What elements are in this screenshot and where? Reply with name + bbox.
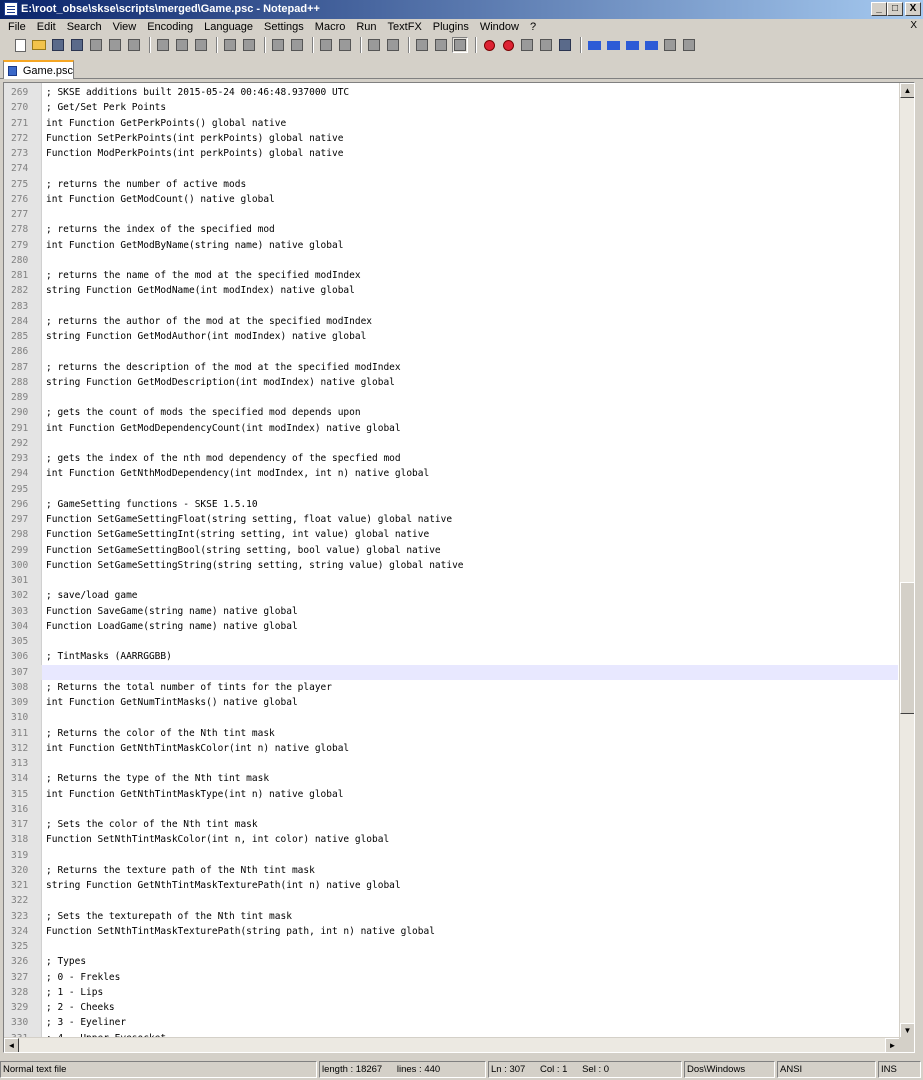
toolbar-separator: [408, 37, 410, 53]
scroll-up-button[interactable]: ▲: [900, 83, 915, 98]
line-text[interactable]: ; Returns the total number of tints for the player: [46, 681, 332, 693]
zoom-in-icon-glyph: [320, 39, 332, 51]
spell-check-icon-glyph: [683, 39, 695, 51]
line-number: 299: [11, 544, 29, 556]
cut-icon-glyph: [157, 39, 169, 51]
document-close-button[interactable]: X: [910, 20, 917, 31]
save-macro-icon-glyph: [559, 39, 571, 51]
status-insert-mode: [878, 1061, 921, 1078]
save-icon[interactable]: [50, 37, 66, 53]
line-number: 329: [11, 1002, 29, 1013]
line-text[interactable]: ; gets the index of the nth mod dependency of the specfied mod: [46, 453, 401, 464]
line-text[interactable]: ; Sets the texturepath of the Nth tint mask: [46, 910, 292, 922]
line-text[interactable]: ; 0 - Frekles: [46, 971, 121, 983]
play-macro-icon[interactable]: [519, 37, 535, 53]
line-number: 283: [11, 300, 29, 312]
file-type-text: Normal text file: [3, 1064, 67, 1075]
code-line[interactable]: [4, 253, 898, 268]
up-arrow-icon-glyph: [607, 41, 620, 50]
line-number: 302: [11, 590, 29, 602]
show-all-chars-icon[interactable]: [433, 37, 449, 53]
line-number: 281: [11, 270, 29, 281]
sync-vertical-icon-glyph: [368, 39, 380, 51]
record-macro-icon-glyph: [484, 40, 495, 51]
line-text[interactable]: Function SetGameSettingBool(string setting, bool value) global native: [46, 544, 441, 556]
run-macro-multiple-icon[interactable]: [538, 37, 554, 53]
line-text[interactable]: ; returns the index of the specified mod: [46, 224, 275, 236]
paste-icon[interactable]: [193, 37, 209, 53]
line-number: 320: [11, 864, 29, 876]
line-text[interactable]: string Function GetModDescription(int modIndex) native global: [46, 376, 395, 388]
line-number: 315: [11, 788, 29, 800]
code-line[interactable]: [4, 268, 898, 283]
code-line[interactable]: [4, 634, 898, 649]
line-number: 270: [11, 102, 29, 114]
line-text[interactable]: Function SetPerkPoints(int perkPoints) global native: [46, 132, 344, 144]
copy-icon-glyph: [176, 39, 188, 51]
line-number: 289: [11, 392, 29, 403]
menu-run[interactable]: Run: [356, 20, 377, 33]
line-number: 296: [11, 498, 29, 510]
line-number: 325: [11, 941, 29, 952]
code-line[interactable]: [4, 588, 898, 603]
length-text: length : 18267: [322, 1064, 383, 1075]
line-text[interactable]: Function SetNthTintMaskColor(int n, int color) native global: [46, 834, 390, 846]
function-list-icon[interactable]: [586, 37, 602, 53]
line-number: 273: [11, 148, 29, 159]
code-line[interactable]: [4, 177, 898, 192]
menu-bar: [0, 19, 923, 34]
code-line[interactable]: [4, 482, 898, 497]
line-number: 319: [11, 849, 29, 861]
code-line[interactable]: [4, 375, 898, 390]
line-text[interactable]: int Function GetModByName(string name) native global: [46, 239, 344, 251]
new-file-icon[interactable]: [12, 37, 28, 53]
insert-mode-text: INS: [881, 1064, 897, 1075]
line-text[interactable]: ; Get/Set Perk Points: [46, 102, 167, 114]
line-number: 279: [11, 239, 29, 251]
code-line[interactable]: [4, 543, 898, 558]
line-number: 326: [11, 956, 29, 968]
line-number: 307: [4, 665, 42, 680]
line-number: 317: [11, 819, 29, 830]
eol-format-text: Dos\Windows: [687, 1064, 746, 1075]
line-number: 292: [11, 437, 29, 449]
sync-horizontal-icon-glyph: [387, 39, 399, 51]
undo-icon-glyph: [224, 39, 236, 51]
code-line[interactable]: [4, 207, 898, 222]
line-text[interactable]: string Function GetModAuthor(int modIndex) native global: [46, 331, 367, 342]
paste-icon-glyph: [195, 39, 207, 51]
code-line[interactable]: [4, 161, 898, 176]
status-eol: [684, 1061, 775, 1078]
toolbar-separator: [360, 37, 362, 53]
status-position: [488, 1061, 682, 1078]
text-editor[interactable]: [3, 82, 915, 1053]
menu-help[interactable]: ?: [529, 20, 537, 33]
line-text[interactable]: int Function GetPerkPoints() global native: [46, 117, 287, 129]
line-text[interactable]: int Function GetNthModDependency(int modIndex, int n) native global: [46, 468, 430, 480]
menu-file[interactable]: File: [8, 20, 26, 33]
line-text[interactable]: int Function GetNthTintMaskColor(int n) native global: [46, 742, 350, 754]
code-line[interactable]: [4, 497, 898, 512]
line-number: 314: [11, 773, 29, 785]
line-text[interactable]: Function SetGameSettingInt(string setting, int value) global native: [46, 529, 430, 541]
code-line[interactable]: [4, 604, 898, 619]
code-line[interactable]: [4, 299, 898, 314]
menu-macro[interactable]: Macro: [314, 20, 346, 33]
code-line[interactable]: [4, 924, 898, 939]
line-text[interactable]: Function SetGameSettingString(string setting, string value) global native: [46, 559, 464, 571]
line-text[interactable]: Function ModPerkPoints(int perkPoints) global native: [46, 148, 344, 159]
copy-icon[interactable]: [174, 37, 190, 53]
scroll-down-button[interactable]: ▼: [900, 1023, 915, 1038]
zoom-out-icon[interactable]: [337, 37, 353, 53]
line-text[interactable]: ; 3 - Eyeliner: [46, 1017, 127, 1029]
toolbar-separator: [149, 37, 151, 53]
code-line[interactable]: [4, 680, 898, 695]
vertical-scrollbar[interactable]: [899, 83, 914, 1038]
line-text[interactable]: ; Returns the color of the Nth tint mask: [46, 727, 275, 739]
line-number: 275: [11, 178, 29, 190]
line-number: 303: [11, 605, 29, 617]
menu-edit[interactable]: Edit: [36, 20, 56, 33]
line-number: 300: [11, 559, 29, 571]
line-number: 309: [11, 697, 29, 708]
indent-guide-icon[interactable]: [452, 37, 468, 53]
redo-icon-glyph: [243, 39, 255, 51]
code-line[interactable]: [4, 878, 898, 893]
line-number: 284: [11, 315, 29, 327]
close-all-icon-glyph: [109, 39, 121, 51]
code-line[interactable]: [4, 848, 898, 863]
tab-label: Game.psc: [22, 64, 73, 77]
line-number: 269: [11, 87, 29, 98]
line-position-text: Ln : 307: [491, 1064, 526, 1075]
compare-icon[interactable]: [643, 37, 659, 53]
status-file-type: [0, 1061, 317, 1078]
code-line[interactable]: [4, 421, 898, 436]
record-macro-icon[interactable]: [481, 37, 497, 53]
sync-horizontal-icon[interactable]: [385, 37, 401, 53]
code-line[interactable]: [4, 100, 898, 115]
line-text[interactable]: int Function GetModCount() native global: [46, 193, 275, 205]
code-line[interactable]: [4, 192, 898, 207]
replace-icon[interactable]: [289, 37, 305, 53]
code-line[interactable]: [4, 573, 898, 588]
line-text[interactable]: ; returns the description of the mod at the specified modIndex: [46, 361, 401, 373]
code-line[interactable]: [4, 283, 898, 298]
line-text[interactable]: string Function GetNthTintMaskTexturePath(int n) native global: [46, 880, 401, 891]
code-line[interactable]: [4, 512, 898, 527]
line-number: 294: [11, 468, 29, 480]
line-number: 301: [11, 575, 29, 586]
code-line[interactable]: [4, 116, 898, 131]
code-line[interactable]: [4, 436, 898, 451]
run-macro-multiple-icon-glyph: [540, 39, 552, 51]
line-number: 285: [11, 331, 29, 342]
code-lines[interactable]: [4, 85, 898, 1046]
code-line[interactable]: [4, 832, 898, 847]
line-number: 286: [11, 346, 29, 358]
document-map-icon-glyph: [664, 39, 676, 51]
undo-icon[interactable]: [222, 37, 238, 53]
code-line[interactable]: [4, 756, 898, 771]
line-text[interactable]: ; Types: [46, 956, 87, 968]
maximize-button[interactable]: □: [887, 2, 903, 16]
line-number: 311: [11, 727, 29, 739]
line-text[interactable]: ; SKSE additions built 2015-05-24 00:46:48.937000 UTC: [46, 87, 350, 98]
status-length: [319, 1061, 486, 1078]
down-arrow-icon-glyph: [626, 41, 639, 50]
code-line[interactable]: [4, 146, 898, 161]
line-text[interactable]: ; Returns the texture path of the Nth tint mask: [46, 864, 315, 876]
line-number: 305: [11, 636, 29, 647]
line-number: 272: [11, 132, 29, 144]
find-icon[interactable]: [270, 37, 286, 53]
code-line[interactable]: [4, 649, 898, 664]
line-number: 318: [11, 834, 29, 846]
stop-record-icon-glyph: [503, 40, 514, 51]
line-number: 271: [11, 117, 29, 129]
line-text[interactable]: int Function GetNumTintMasks() native global: [46, 697, 298, 708]
minimize-button[interactable]: _: [871, 2, 887, 16]
show-all-chars-icon-glyph: [435, 39, 447, 51]
code-line[interactable]: [4, 771, 898, 786]
line-number: 306: [11, 651, 29, 663]
code-line[interactable]: [4, 222, 898, 237]
code-line[interactable]: [4, 131, 898, 146]
encoding-text: ANSI: [780, 1064, 803, 1075]
find-icon-glyph: [272, 39, 284, 51]
code-line[interactable]: [4, 619, 898, 634]
line-number: 313: [11, 758, 29, 769]
new-file-icon-glyph: [15, 39, 26, 52]
close-icon-glyph: [90, 39, 102, 51]
line-number: 328: [11, 986, 29, 998]
line-text[interactable]: ; 2 - Cheeks: [46, 1002, 115, 1013]
code-line[interactable]: [4, 1015, 898, 1030]
line-text[interactable]: int Function GetModDependencyCount(int modIndex) native global: [46, 422, 401, 434]
code-line[interactable]: [4, 466, 898, 481]
line-number: 327: [11, 971, 29, 983]
toolbar-separator: [264, 37, 266, 53]
code-line[interactable]: [4, 405, 898, 420]
code-line[interactable]: [4, 893, 898, 908]
line-number: 278: [11, 224, 29, 236]
indent-guide-icon-glyph: [454, 39, 466, 51]
line-number: 308: [11, 681, 29, 693]
print-icon[interactable]: [126, 37, 142, 53]
line-number: 276: [11, 193, 29, 205]
code-line[interactable]: [4, 985, 898, 1000]
code-line[interactable]: [4, 85, 898, 100]
title-bar: [0, 0, 923, 19]
notepad-app-icon[interactable]: [4, 2, 18, 16]
menu-view[interactable]: View: [112, 20, 137, 33]
menu-encoding[interactable]: Encoding: [147, 20, 194, 33]
compare-icon-glyph: [645, 41, 658, 50]
line-number: 321: [11, 880, 29, 891]
line-number: 297: [11, 514, 29, 525]
play-macro-icon-glyph: [521, 39, 533, 51]
window-controls: [871, 2, 921, 16]
sync-vertical-icon[interactable]: [366, 37, 382, 53]
redo-icon[interactable]: [241, 37, 257, 53]
code-line[interactable]: [4, 802, 898, 817]
line-text[interactable]: ; TintMasks (AARRGGBB): [46, 651, 172, 663]
code-line[interactable]: [4, 695, 898, 710]
line-number: 290: [11, 407, 29, 419]
lines-text: lines : 440: [396, 1064, 441, 1075]
code-line[interactable]: [4, 451, 898, 466]
open-folder-icon[interactable]: [31, 37, 47, 53]
code-line[interactable]: [4, 787, 898, 802]
code-line[interactable]: [4, 238, 898, 253]
line-number: 330: [11, 1017, 29, 1029]
code-line[interactable]: [4, 314, 898, 329]
line-number: 287: [11, 361, 29, 373]
code-line[interactable]: [4, 741, 898, 756]
code-line[interactable]: [4, 558, 898, 573]
window-title: E:\root_obse\skse\scripts\merged\Game.psc - Notepad++: [21, 3, 320, 15]
line-number: 277: [11, 209, 29, 220]
line-number: 304: [11, 620, 29, 632]
saved-file-icon: [8, 66, 17, 76]
code-line[interactable]: [4, 939, 898, 954]
code-line[interactable]: [4, 360, 898, 375]
line-number: 291: [11, 422, 29, 434]
scrollbar-corner: [899, 1037, 914, 1052]
line-text[interactable]: Function LoadGame(string name) native global: [46, 620, 298, 632]
code-line[interactable]: [4, 665, 898, 680]
line-number: 324: [11, 925, 29, 937]
line-text[interactable]: ; 1 - Lips: [46, 986, 104, 998]
toolbar-separator: [475, 37, 477, 53]
menu-textfx[interactable]: TextFX: [387, 20, 422, 33]
stop-record-icon[interactable]: [500, 37, 516, 53]
save-macro-icon[interactable]: [557, 37, 573, 53]
status-encoding: [777, 1061, 876, 1078]
open-folder-icon-glyph: [32, 40, 46, 50]
print-icon-glyph: [128, 39, 140, 51]
code-line[interactable]: [4, 954, 898, 969]
replace-icon-glyph: [291, 39, 303, 51]
line-text[interactable]: Function SetNthTintMaskTexturePath(string path, int n) native global: [46, 925, 435, 937]
code-line[interactable]: [4, 863, 898, 878]
toolbar-separator: [216, 37, 218, 53]
line-number: 274: [11, 163, 29, 175]
line-number: 288: [11, 376, 29, 388]
menu-search[interactable]: Search: [66, 20, 102, 33]
function-list-icon-glyph: [588, 41, 601, 50]
line-text[interactable]: string Function GetModName(int modIndex) native global: [46, 285, 355, 297]
line-text[interactable]: ; Returns the type of the Nth tint mask: [46, 773, 270, 785]
zoom-out-icon-glyph: [339, 39, 351, 51]
code-line[interactable]: [4, 390, 898, 405]
code-line[interactable]: [4, 909, 898, 924]
code-line[interactable]: [4, 527, 898, 542]
line-number: 316: [11, 803, 29, 815]
up-arrow-icon[interactable]: [605, 37, 621, 53]
line-text[interactable]: Function SaveGame(string name) native global: [46, 605, 298, 617]
line-text[interactable]: ; gets the count of mods the specified mod depends upon: [46, 407, 361, 419]
menu-plugins[interactable]: Plugins: [432, 20, 469, 33]
toolbar-separator: [580, 37, 582, 53]
spell-check-icon[interactable]: [681, 37, 697, 53]
word-wrap-icon[interactable]: [414, 37, 430, 53]
column-position-text: Col : 1: [539, 1064, 568, 1075]
line-number: 323: [11, 910, 29, 922]
line-number: 295: [11, 483, 29, 495]
code-line[interactable]: [4, 970, 898, 985]
code-line[interactable]: [4, 817, 898, 832]
line-number: 293: [11, 453, 29, 464]
code-line[interactable]: [4, 344, 898, 359]
close-button[interactable]: X: [905, 2, 921, 16]
save-icon-glyph: [52, 39, 64, 51]
menu-window[interactable]: Window: [479, 20, 519, 33]
line-text[interactable]: ; GameSetting functions - SKSE 1.5.10: [46, 498, 258, 510]
line-number: 322: [11, 895, 29, 907]
cut-icon[interactable]: [155, 37, 171, 53]
document-map-icon[interactable]: [662, 37, 678, 53]
zoom-in-icon[interactable]: [318, 37, 334, 53]
line-number: 312: [11, 742, 29, 754]
vertical-scroll-thumb[interactable]: [900, 582, 915, 714]
line-text[interactable]: ; returns the number of active mods: [46, 178, 247, 190]
save-all-icon-glyph: [71, 39, 83, 51]
toolbar: [0, 34, 923, 56]
menu-language[interactable]: Language: [204, 20, 254, 33]
line-text[interactable]: int Function GetNthTintMaskType(int n) native global: [46, 788, 344, 800]
line-number: 280: [11, 254, 29, 266]
line-number: 310: [11, 712, 29, 724]
scroll-right-button[interactable]: ►: [885, 1038, 900, 1053]
line-text[interactable]: ; returns the author of the mod at the specified modIndex: [46, 315, 373, 327]
selection-text: Sel : 0: [582, 1064, 610, 1075]
save-all-icon[interactable]: [69, 37, 85, 53]
line-text[interactable]: Function SetGameSettingFloat(string setting, float value) global native: [46, 514, 453, 525]
line-number: 282: [11, 285, 29, 297]
tab-game-psc[interactable]: [3, 60, 74, 79]
code-line[interactable]: [4, 329, 898, 344]
close-all-icon[interactable]: [107, 37, 123, 53]
scroll-left-button[interactable]: ◄: [4, 1038, 19, 1053]
line-text[interactable]: ; Sets the color of the Nth tint mask: [46, 819, 258, 830]
menu-settings[interactable]: Settings: [264, 20, 304, 33]
line-text[interactable]: ; save/load game: [46, 590, 138, 602]
status-bar: [0, 1060, 923, 1080]
code-line[interactable]: [4, 1000, 898, 1015]
code-line[interactable]: [4, 726, 898, 741]
down-arrow-icon[interactable]: [624, 37, 640, 53]
word-wrap-icon-glyph: [416, 39, 428, 51]
close-icon[interactable]: [88, 37, 104, 53]
tab-strip: [0, 58, 923, 79]
line-number: 298: [11, 529, 29, 541]
horizontal-scrollbar[interactable]: [4, 1037, 900, 1052]
line-text[interactable]: ; returns the name of the mod at the specified modIndex: [46, 270, 361, 281]
toolbar-separator: [312, 37, 314, 53]
code-line[interactable]: [4, 710, 898, 725]
